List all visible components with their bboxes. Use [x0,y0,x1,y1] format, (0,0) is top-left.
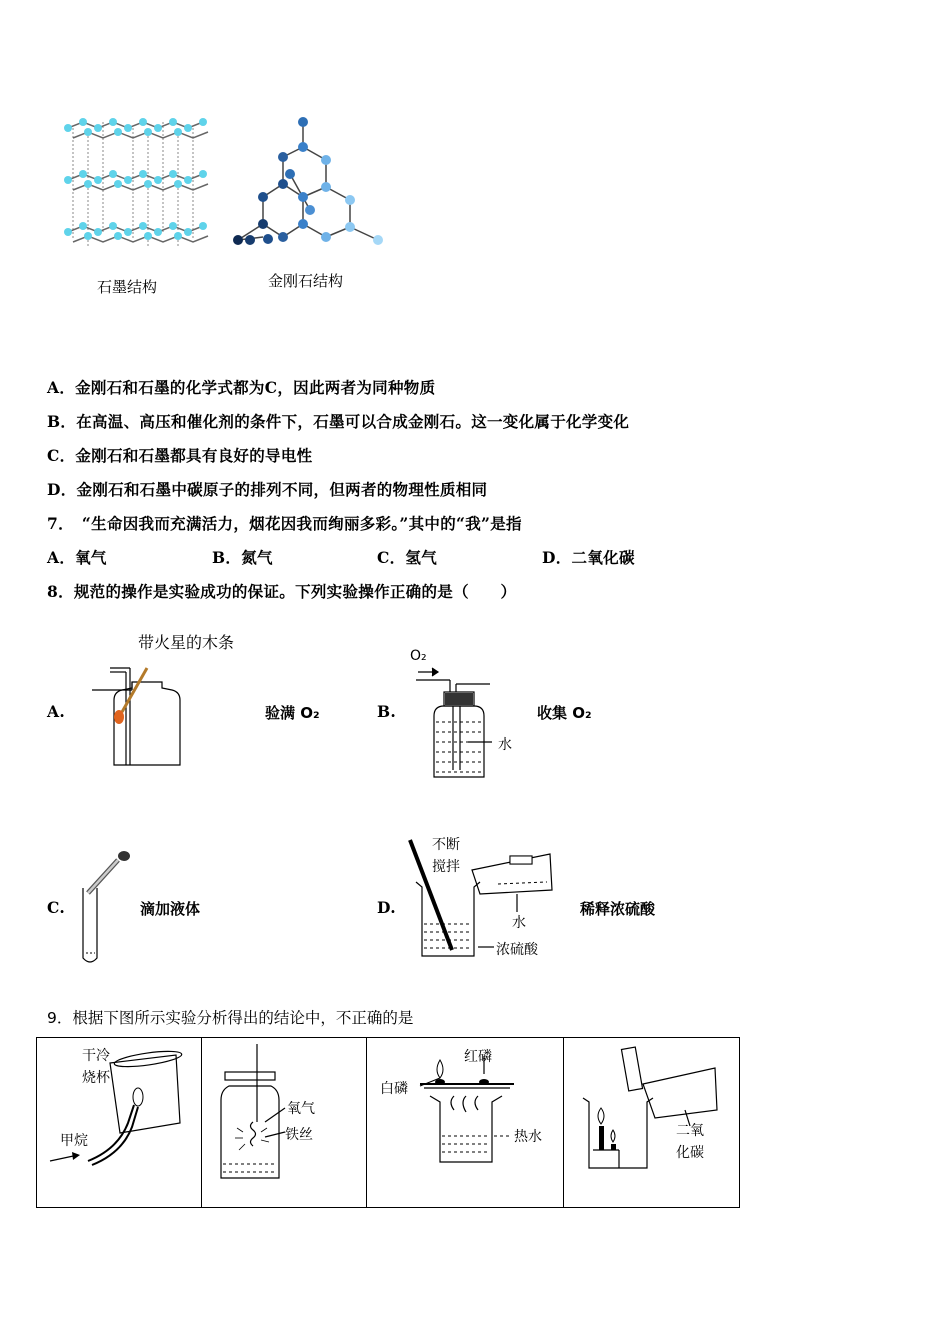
q8-a-caption: 验满 O₂ [265,704,320,722]
flame-icon [611,1130,615,1142]
q9-cell3-white-p-label: 白磷 [380,1081,408,1097]
q8-stem: 8．规范的操作是实验成功的保证。下列实验操作正确的是（ ） [47,582,517,601]
q9-stem: 9．根据下图所示实验分析得出的结论中，不正确的是 [47,1009,414,1027]
q7-option-c[interactable]: C．氢气 [377,548,438,567]
gas-bottle-with-splint-diagram [92,660,182,770]
dropper-test-tube-diagram [78,848,148,968]
q9-cell1-beaker-label-1: 干冷 [82,1048,110,1064]
q6-option-b[interactable]: B．在高温、高压和催化剂的条件下，石墨可以合成金刚石。这一变化属于化学变化 [47,412,630,431]
gas-collection-bottle-diagram [408,662,518,782]
q9-cell2-oxygen-label: 氧气 [287,1101,315,1117]
dilute-acid-beaker-diagram [402,832,562,962]
flame-icon [437,1060,443,1078]
q8-option-c-letter[interactable]: C. [47,898,66,917]
q6-option-d[interactable]: D．金刚石和石墨中碳原子的排列不同，但两者的物理性质相同 [47,480,488,499]
q7-option-b[interactable]: B．氮气 [212,548,273,567]
q6-option-a[interactable]: A．金刚石和石墨的化学式都为C，因此两者为同种物质 [47,378,436,397]
q8-d-water-label: 水 [512,915,526,931]
flame-icon [114,710,124,724]
q9-cell3-red-p-label: 红磷 [464,1049,492,1065]
q9-cell4-co2-label-2: 化碳 [676,1145,704,1161]
q8-b-gas-label: O₂ [410,648,427,664]
methane-burning-diagram [48,1045,198,1175]
q9-cell1-methane-label: 甲烷 [60,1133,88,1149]
flame-icon [133,1088,143,1106]
q8-option-a-letter[interactable]: A. [47,702,66,721]
q6-option-c[interactable]: C．金刚石和石墨都具有良好的导电性 [47,446,313,465]
q8-a-top-label: 带火星的木条 [138,633,235,652]
q9-cell-divider-2 [366,1037,367,1208]
co2-candles-beaker-diagram [575,1040,745,1180]
graphite-caption: 石墨结构 [97,278,158,296]
flame-icon [598,1108,604,1124]
q7-option-a[interactable]: A．氧气 [47,548,107,567]
q8-c-caption: 滴加液体 [140,900,201,918]
q9-cell4-co2-label-1: 二氧 [676,1123,704,1139]
q8-d-caption: 稀释浓硫酸 [580,900,656,918]
q9-cell2-wire-label: 铁丝 [285,1127,313,1143]
graphite-structure-diagram [58,108,218,258]
diamond-structure-diagram [228,112,388,252]
q8-d-acid-label: 浓硫酸 [496,942,538,958]
q8-d-stir-label-1: 不断 [432,837,460,853]
q8-option-b-letter[interactable]: B. [377,702,397,721]
q7-option-d[interactable]: D．二氧化碳 [542,548,635,567]
q9-cell-divider-1 [201,1037,202,1208]
q7-stem: 7． “生命因我而充满活力，烟花因我而绚丽多彩。”其中的“我”是指 [47,514,522,533]
q9-cell-divider-3 [563,1037,564,1208]
q9-cell1-beaker-label-2: 烧杯 [82,1070,110,1086]
q8-b-water-label: 水 [498,737,512,753]
q8-b-caption: 收集 O₂ [537,704,592,722]
q8-d-stir-label-2: 搅拌 [432,859,460,875]
q8-option-d-letter[interactable]: D. [377,898,396,917]
q9-cell3-hot-water-label: 热水 [514,1129,542,1145]
diamond-caption: 金刚石结构 [268,272,344,290]
